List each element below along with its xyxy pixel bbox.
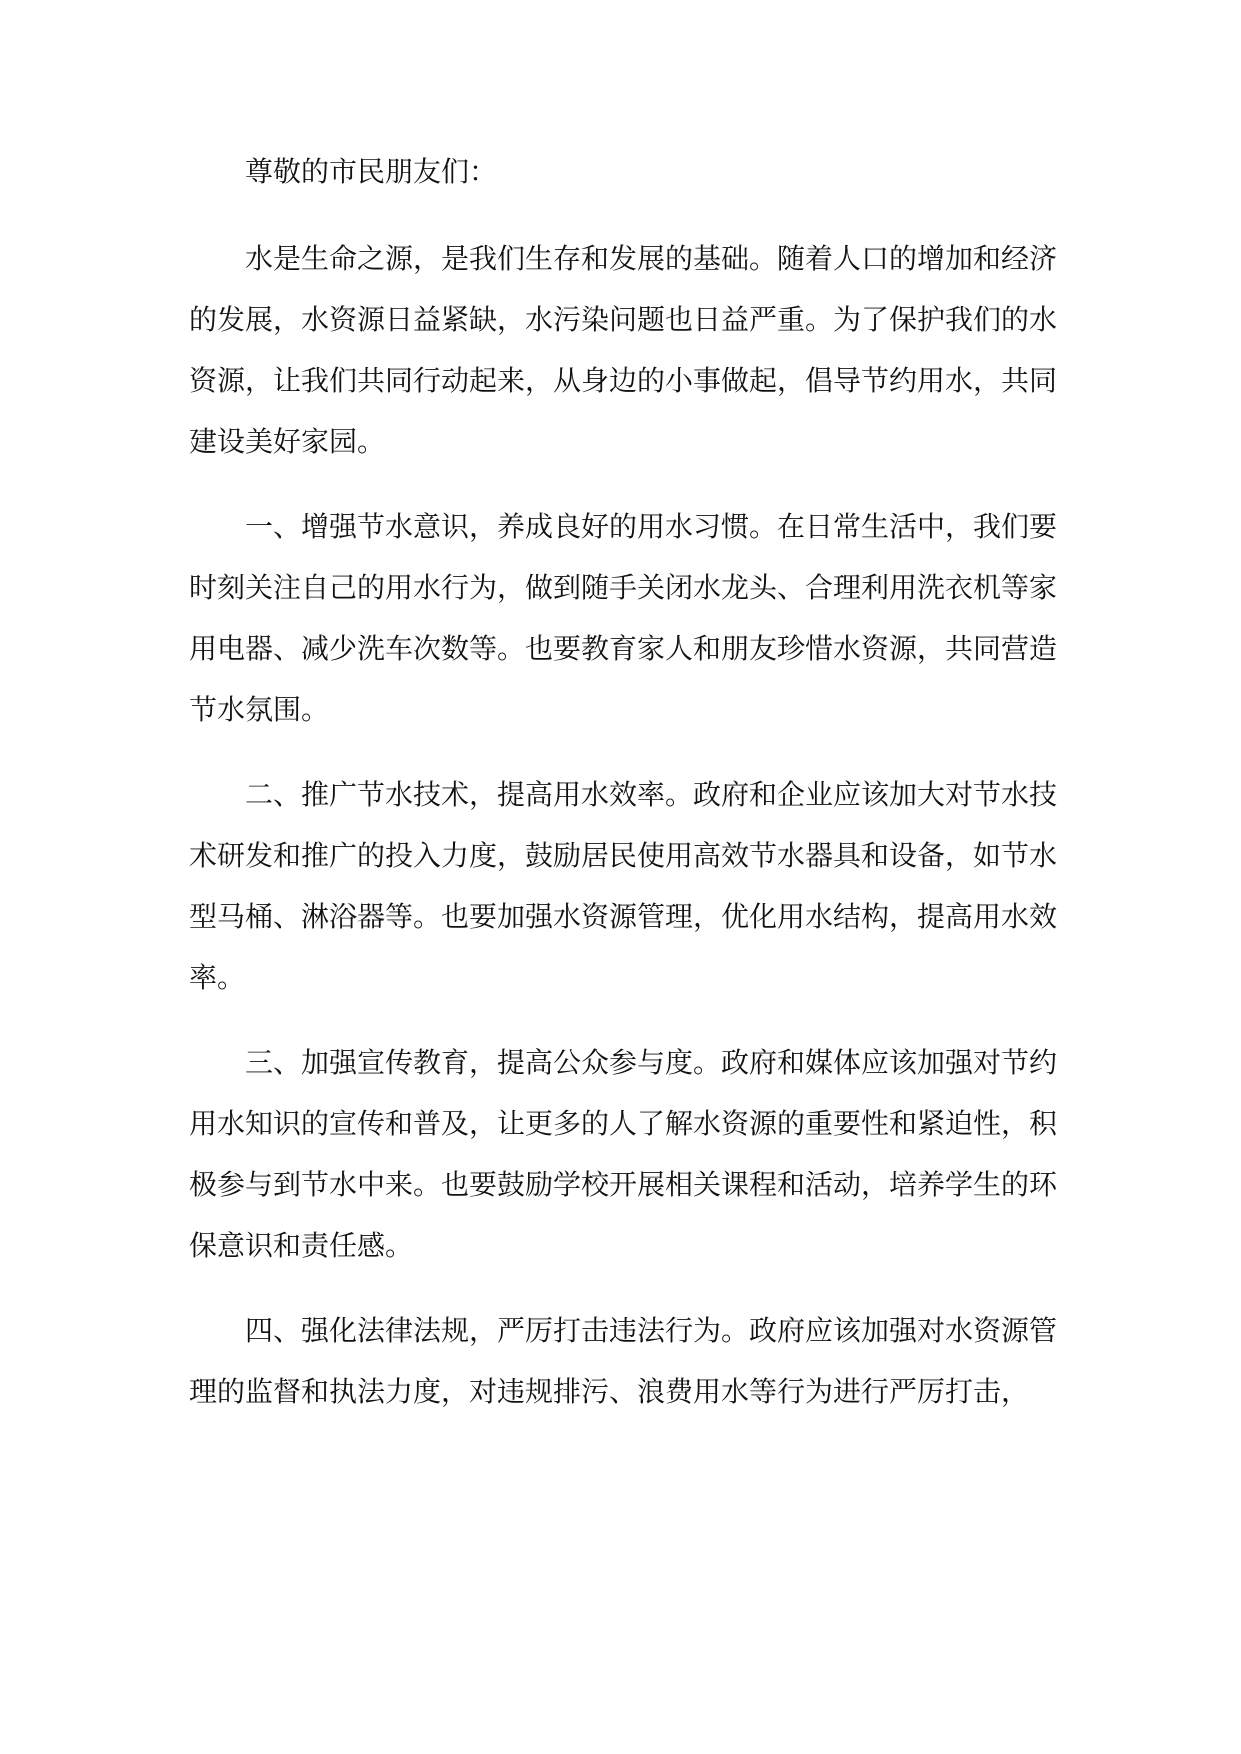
paragraph-point-3: 三、加强宣传教育，提高公众参与度。政府和媒体应该加强对节约用水知识的宣传和普及，让更多的人了解水资源的重要性和紧迫性，积极参与到节水中来。也要鼓励学校开展相关课程和活动，培养学生的环保意识和责任感。 <box>189 1046 1058 1262</box>
paragraph-intro: 水是生命之源，是我们生存和发展的基础。随着人口的增加和经济的发展，水资源日益紧缺，水污染问题也日益严重。为了保护我们的水资源，让我们共同行动起来，从身边的小事做起，倡导节约用水，共同建设美好家园。 <box>189 242 1058 458</box>
paragraph-point-1: 一、增强节水意识，养成良好的用水习惯。在日常生活中，我们要时刻关注自己的用水行为，做到随手关闭水龙头、合理利用洗衣机等家用电器、减少洗车次数等。也要教育家人和朋友珍惜水资源，共同营造节水氛围。 <box>189 510 1058 726</box>
paragraph-point-2: 二、推广节水技术，提高用水效率。政府和企业应该加大对节水技术研发和推广的投入力度，鼓励居民使用高效节水器具和设备，如节水型马桶、淋浴器等。也要加强水资源管理，优化用水结构，提高用水效率。 <box>189 778 1058 994</box>
paragraph-point-4: 四、强化法律法规，严厉打击违法行为。政府应该加强对水资源管理的监督和执法力度，对违规排污、浪费用水等行为进行严厉打击， <box>189 1314 1058 1408</box>
document-body <box>189 141 1057 1446</box>
salutation: 尊敬的市民朋友们： <box>245 155 498 188</box>
